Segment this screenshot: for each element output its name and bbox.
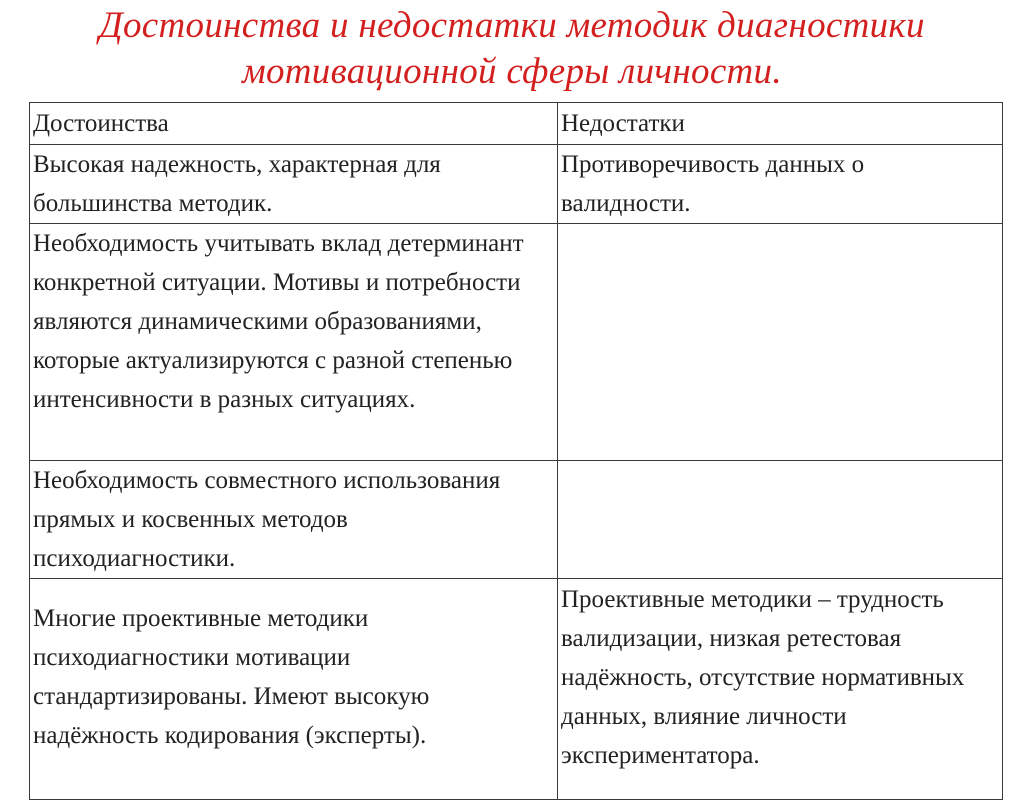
table-header-row	[30, 103, 1003, 145]
row-4-advantages-text: Многие проективные методики психодиагностики мотивации стандартизированы. Имеют высокую надёжность кодирования (эксперты).	[33, 605, 430, 749]
row-3-disadvantages	[558, 461, 1003, 579]
row-4-disadvantages	[558, 579, 1003, 800]
header-disadvantages: Недостатки	[558, 103, 1003, 145]
row-1-advantages-text: Высокая надежность, характерная для большинства методик.	[33, 151, 441, 217]
comparison-table	[29, 102, 1003, 800]
row-2-disadvantages	[558, 224, 1003, 461]
row-2-advantages	[30, 224, 558, 461]
row-1-advantages	[30, 145, 558, 224]
slide-title-line-1: Достоинства и недостатки методик диагностики	[99, 5, 925, 46]
slide-title	[0, 3, 1024, 95]
row-4-advantages	[30, 579, 558, 800]
row-3-advantages-text: Необходимость совместного использования прямых и косвенных методов психодиагностики.	[33, 467, 501, 572]
row-1-disadvantages-text: Противоречивость данных о валидности.	[561, 151, 865, 217]
table-row	[30, 145, 1003, 224]
slide-title-line-2: мотивационной сферы личности.	[242, 51, 782, 92]
table-row	[30, 579, 1003, 800]
table-row	[30, 461, 1003, 579]
row-2-advantages-text: Необходимость учитывать вклад детерминант конкретной ситуации. Мотивы и потребности являются динамическими образованиями, которые актуализируются с разной степенью интенсивности в разных ситуациях.	[33, 230, 524, 413]
table-row	[30, 224, 1003, 461]
row-1-disadvantages	[558, 145, 1003, 224]
row-3-advantages	[30, 461, 558, 579]
row-4-disadvantages-text: Проективные методики – трудность валидизации, низкая ретестовая надёжность, отсутствие нормативных данных, влияние личности экспериментатора.	[561, 586, 965, 769]
header-advantages: Достоинства	[30, 103, 558, 145]
